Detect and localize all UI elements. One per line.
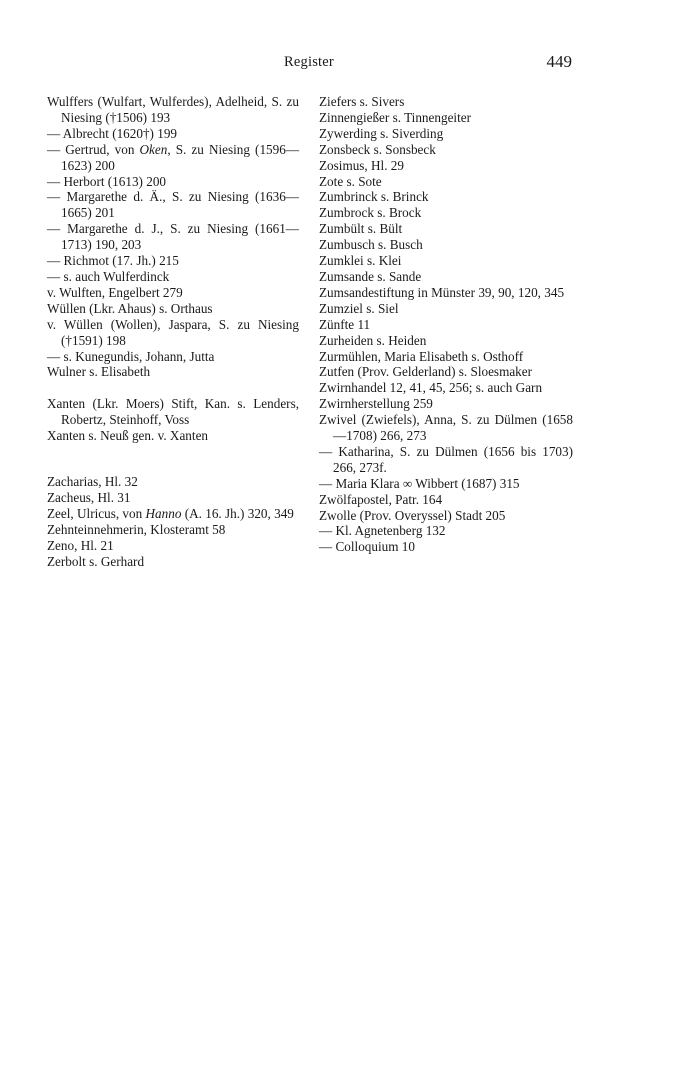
index-entry: Zünfte 11 — [319, 316, 371, 332]
index-entry: Zacheus, Hl. 31 — [47, 489, 131, 505]
index-entry: Zerbolt s. Gerhard — [47, 553, 145, 569]
index-entry: Zwirnhandel 12, 41, 45, 256; s. auch Garn — [319, 380, 543, 396]
page-number: 449 — [546, 52, 572, 71]
index-entry: Zumziel s. Siel — [319, 300, 399, 316]
index-entry: — s. Kunegundis, Johann, Jutta — [47, 348, 215, 364]
index-column-left — [47, 94, 299, 569]
index-group-w — [47, 94, 299, 380]
index-entry: Zwölfapostel, Patr. 164 — [319, 491, 443, 507]
index-entry: — Richmot (17. Jh.) 215 — [47, 253, 179, 269]
index-entry: — Margarethe d. Ä., S. zu Niesing (1636—1665) 201 — [47, 189, 299, 221]
index-entry: v. Wulften, Engelbert 279 — [47, 284, 183, 300]
index-entry: — Katharina, S. zu Dülmen (1656 bis 1703) 266, 273f. — [319, 443, 573, 475]
index-entry: — Margarethe d. J., S. zu Niesing (1661—1713) 190, 203 — [47, 221, 299, 253]
index-entry: — Colloquium 10 — [319, 539, 415, 555]
index-entry: Zeno, Hl. 21 — [47, 537, 114, 553]
index-entry: — Herbort (1613) 200 — [47, 173, 167, 189]
index-entry: Zumbusch s. Busch — [319, 237, 423, 253]
index-entry: Zumbült s. Bült — [319, 221, 403, 237]
running-title: Register — [284, 54, 334, 70]
index-entry: v. Wüllen (Wollen), Jaspara, S. zu Niesing (†1591) 198 — [47, 316, 299, 348]
index-entry: — Kl. Agnetenberg 132 — [319, 523, 446, 539]
index-column-right — [319, 94, 573, 555]
index-entry: Xanten (Lkr. Moers) Stift, Kan. s. Lenders, Robertz, Steinhoff, Voss — [47, 396, 299, 428]
index-entry: Xanten s. Neuß gen. v. Xanten — [47, 428, 209, 444]
index-entry: — Maria Klara ∞ Wibbert (1687) 315 — [319, 475, 520, 491]
index-entry: Zutfen (Prov. Gelderland) s. Sloesmaker — [319, 364, 533, 380]
index-entry: Wulner s. Elisabeth — [47, 364, 151, 380]
index-entry: Zosimus, Hl. 29 — [319, 157, 404, 173]
index-group-z — [47, 474, 299, 569]
index-entry: Zacharias, Hl. 32 — [47, 474, 138, 490]
index-group-x — [47, 396, 299, 444]
index-entry: — Albrecht (1620†) 199 — [47, 125, 178, 141]
index-entry: Zumklei s. Klei — [319, 253, 402, 269]
index-entry: Zurmühlen, Maria Elisabeth s. Osthoff — [319, 348, 524, 364]
index-entry: Zumbrinck s. Brinck — [319, 189, 429, 205]
index-entry: Zinnengießer s. Tinnengeiter — [319, 109, 471, 125]
index-entry: Zeel, Ulricus, von Hanno (A. 16. Jh.) 320, 349 — [47, 505, 294, 521]
index-entry: Wulffers (Wulfart, Wulferdes), Adelheid, S. zu Niesing (†1506) 193 — [47, 94, 299, 125]
italic-name: Oken — [139, 141, 168, 157]
index-entry: Zurheiden s. Heiden — [319, 332, 427, 348]
index-entry: — s. auch Wulferdinck — [47, 268, 170, 284]
index-entry: Ziefers s. Sivers — [319, 94, 405, 109]
index-entry: Zwolle (Prov. Overyssel) Stadt 205 — [319, 507, 506, 523]
page-header — [46, 54, 572, 74]
index-entry: Zwivel (Zwiefels), Anna, S. zu Dülmen (1658—1708) 266, 273 — [319, 412, 573, 444]
index-entry: Zywerding s. Siverding — [319, 125, 444, 141]
index-entry: — Gertrud, von Oken, S. zu Niesing (1596—1623) 200 — [47, 141, 300, 173]
italic-name: Hanno — [145, 505, 182, 521]
index-entry: Zote s. Sote — [319, 173, 382, 189]
index-entry: Wüllen (Lkr. Ahaus) s. Orthaus — [47, 300, 213, 316]
index-entry: Zehnteinnehmerin, Klosteramt 58 — [47, 521, 226, 537]
index-entry: Zumsande s. Sande — [319, 268, 422, 284]
index-entry: Zumsandestiftung in Münster 39, 90, 120, 345 — [319, 284, 565, 300]
index-entry: Zonsbeck s. Sonsbeck — [319, 141, 436, 157]
index-entry: Zwirnherstellung 259 — [319, 396, 433, 412]
index-entry: Zumbrock s. Brock — [319, 205, 422, 221]
